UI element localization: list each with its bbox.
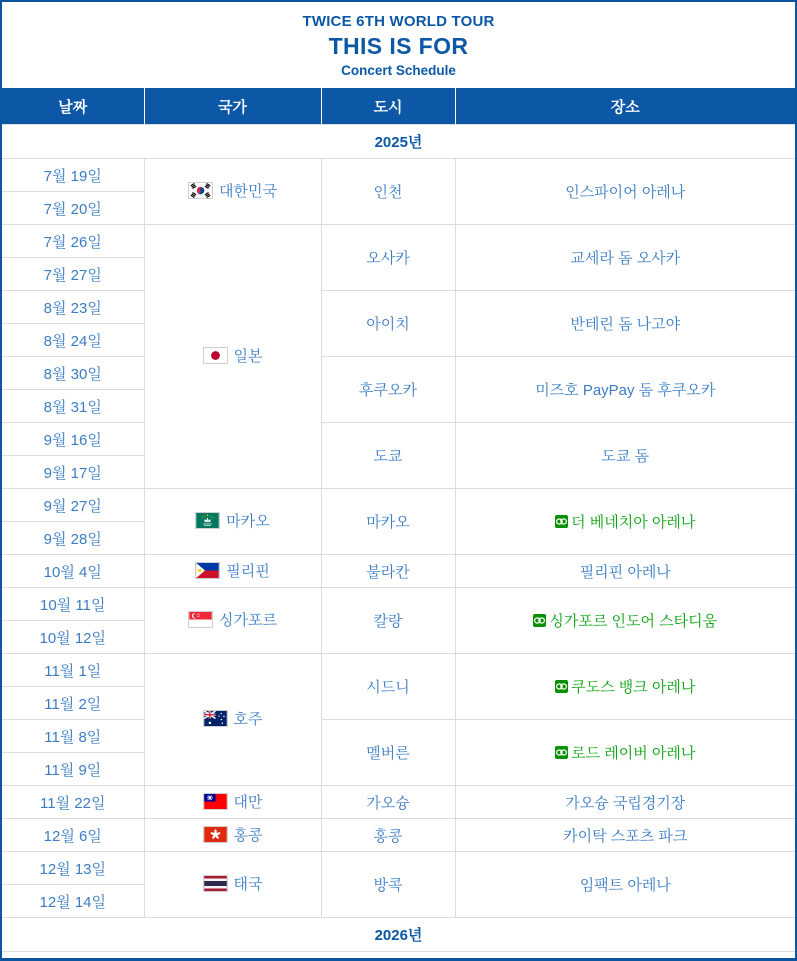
country-link[interactable]: [203, 873, 263, 894]
city-cell: [321, 555, 455, 588]
ph-flag-icon: [195, 562, 220, 579]
date-link[interactable]: 11월 8일: [44, 728, 102, 746]
country-cell: [144, 159, 321, 225]
country-cell: [144, 225, 321, 489]
country-label: 마카오: [226, 513, 270, 530]
country-label: 태국: [233, 876, 263, 893]
date-cell: [2, 258, 144, 291]
venue-cell: [455, 291, 795, 357]
mo-flag-icon: [195, 512, 220, 529]
date-cell: [2, 390, 144, 423]
date-link[interactable]: 11월 1일: [44, 662, 102, 680]
date-link[interactable]: 12월 13일: [39, 860, 107, 878]
date-cell: [2, 720, 144, 753]
city-cell: [321, 489, 455, 555]
country-cell: [144, 819, 321, 852]
country-link[interactable]: [188, 609, 277, 630]
external-link-icon: [555, 746, 568, 759]
city-cell: [321, 588, 455, 654]
city-link[interactable]: 가오슝: [366, 794, 410, 812]
country-cell: [144, 588, 321, 654]
date-link[interactable]: 9월 16일: [43, 431, 102, 449]
country-link[interactable]: [203, 824, 263, 845]
date-cell: [2, 885, 144, 918]
table-title-block: [2, 2, 795, 88]
city-link[interactable]: 마카오: [366, 514, 410, 531]
date-link[interactable]: 9월 28일: [43, 530, 102, 548]
country-link[interactable]: [195, 510, 269, 531]
city-cell: [321, 852, 455, 918]
schedule-row: [2, 819, 795, 852]
date-cell: [2, 192, 144, 225]
column-header-country: 국가: [144, 88, 321, 125]
country-label: 대만: [233, 793, 263, 811]
venue-link[interactable]: 교세라 돔 오사카: [570, 250, 681, 267]
venue-link[interactable]: 카이탁 스포츠 파크: [563, 827, 688, 845]
date-link[interactable]: 7월 27일: [43, 266, 102, 284]
country-label: 호주: [233, 711, 263, 728]
venue-link[interactable]: 필리핀 아레나: [579, 563, 671, 581]
venue-link[interactable]: 임팩트 아레나: [579, 877, 671, 894]
date-cell: [2, 225, 144, 258]
external-link-icon: [533, 614, 546, 627]
date-cell: [2, 786, 144, 819]
venue-cell: [455, 225, 795, 291]
external-link-icon: [555, 680, 568, 693]
city-link[interactable]: 오사카: [366, 250, 410, 267]
venue-cell: [455, 555, 795, 588]
date-link[interactable]: 11월 2일: [44, 695, 102, 713]
schedule-row: [2, 423, 795, 456]
country-cell: [144, 555, 321, 588]
city-cell: [321, 654, 455, 720]
date-link[interactable]: 12월 6일: [43, 827, 102, 845]
city-link[interactable]: 멜버른: [366, 745, 410, 762]
album-title: THIS IS FOR: [328, 32, 469, 59]
schedule-table: [2, 88, 795, 952]
city-link[interactable]: 인천: [373, 184, 403, 201]
date-cell: [2, 852, 144, 885]
date-link[interactable]: 11월 9일: [44, 761, 102, 779]
venue-cell: [455, 489, 795, 555]
city-link[interactable]: 칼랑: [373, 613, 403, 630]
date-cell: [2, 291, 144, 324]
schedule-row: [2, 291, 795, 324]
schedule-row: [2, 852, 795, 885]
date-cell: [2, 588, 144, 621]
city-link[interactable]: 후쿠오카: [359, 382, 417, 399]
venue-cell: [455, 720, 795, 786]
city-link[interactable]: 방콕: [373, 877, 403, 894]
venue-cell: [455, 588, 795, 654]
date-link[interactable]: 12월 14일: [39, 893, 107, 911]
date-link[interactable]: 10월 12일: [39, 629, 107, 647]
venue-cell: [455, 654, 795, 720]
year-header-row: [2, 125, 795, 159]
country-label: 필리핀: [226, 562, 270, 580]
date-link[interactable]: 8월 30일: [43, 365, 102, 383]
country-label: 일본: [233, 348, 263, 365]
year-header: 2025년: [2, 125, 795, 159]
date-cell: [2, 357, 144, 390]
date-cell: [2, 654, 144, 687]
venue-label: 쿠도스 뱅크 아레나: [571, 679, 696, 696]
date-link[interactable]: 8월 31일: [43, 398, 102, 416]
sg-flag-icon: [188, 611, 213, 628]
au-flag-icon: [203, 710, 228, 727]
venue-link[interactable]: 도쿄 돔: [601, 448, 650, 465]
venue-cell: [455, 852, 795, 918]
schedule-row: [2, 588, 795, 621]
schedule-row: [2, 159, 795, 192]
city-cell: [321, 786, 455, 819]
venue-cell: [455, 423, 795, 489]
country-link[interactable]: [195, 560, 269, 581]
date-cell: [2, 753, 144, 786]
external-link-icon: [555, 515, 568, 528]
venue-external-link[interactable]: [555, 511, 695, 532]
country-cell: [144, 786, 321, 819]
date-link[interactable]: 8월 24일: [43, 332, 102, 350]
tour-name: TWICE 6TH WORLD TOUR: [302, 12, 495, 30]
country-label: 싱가포르: [219, 612, 277, 629]
venue-link[interactable]: 미즈호 PayPay 돔 후쿠오카: [535, 382, 716, 399]
venue-label: 더 베네치아 아레나: [571, 514, 696, 531]
schedule-row: [2, 357, 795, 390]
schedule-row: [2, 225, 795, 258]
venue-link[interactable]: 가오슝 국립경기장: [565, 794, 686, 812]
country-cell: [144, 852, 321, 918]
date-link[interactable]: 7월 26일: [43, 233, 102, 251]
th-flag-icon: [203, 875, 228, 892]
city-cell: [321, 819, 455, 852]
city-cell: [321, 423, 455, 489]
date-cell: [2, 555, 144, 588]
date-link[interactable]: 7월 20일: [43, 200, 102, 218]
city-cell: [321, 159, 455, 225]
date-link[interactable]: 11월 22일: [40, 794, 106, 812]
city-cell: [321, 720, 455, 786]
country-link[interactable]: [203, 708, 263, 729]
date-cell: [2, 159, 144, 192]
venue-cell: [455, 786, 795, 819]
hk-flag-icon: [203, 826, 228, 843]
date-cell: [2, 522, 144, 555]
country-label: 대한민국: [219, 183, 277, 200]
city-link[interactable]: 아이치: [366, 316, 410, 333]
tw-flag-icon: [203, 793, 228, 810]
venue-cell: [455, 159, 795, 225]
date-link[interactable]: 7월 19일: [43, 167, 102, 185]
country-link[interactable]: [203, 791, 263, 812]
year-header: 2026년: [2, 918, 795, 952]
city-link[interactable]: 시드니: [366, 679, 410, 696]
schedule-row: [2, 654, 795, 687]
country-link[interactable]: [188, 180, 277, 201]
date-cell: [2, 819, 144, 852]
date-link[interactable]: 10월 4일: [43, 563, 102, 581]
country-label: 홍콩: [233, 826, 263, 844]
venue-external-link[interactable]: [555, 676, 695, 697]
date-cell: [2, 324, 144, 357]
date-link[interactable]: 9월 17일: [43, 464, 102, 482]
date-cell: [2, 621, 144, 654]
venue-label: 로드 레이버 아레나: [571, 745, 696, 762]
city-link[interactable]: 도쿄: [373, 448, 403, 465]
date-link[interactable]: 10월 11일: [40, 596, 106, 614]
venue-cell: [455, 357, 795, 423]
city-cell: [321, 357, 455, 423]
year-header-row: [2, 918, 795, 952]
subtitle: Concert Schedule: [341, 62, 456, 78]
city-cell: [321, 291, 455, 357]
column-header-venue: 장소: [455, 88, 795, 125]
country-cell: [144, 654, 321, 786]
kr-flag-icon: [188, 182, 213, 199]
country-link[interactable]: [203, 345, 263, 366]
date-cell: [2, 423, 144, 456]
schedule-row: [2, 555, 795, 588]
venue-link[interactable]: 반테린 돔 나고야: [570, 316, 681, 333]
date-cell: [2, 456, 144, 489]
country-cell: [144, 489, 321, 555]
date-cell: [2, 489, 144, 522]
venue-label: 싱가포르 인도어 스타디움: [549, 613, 718, 630]
city-link[interactable]: 홍콩: [373, 827, 403, 845]
date-cell: [2, 687, 144, 720]
venue-external-link[interactable]: [533, 610, 717, 631]
venue-external-link[interactable]: [555, 742, 695, 763]
column-header-row: [2, 88, 795, 125]
venue-cell: [455, 819, 795, 852]
schedule-row: [2, 489, 795, 522]
jp-flag-icon: [203, 347, 228, 364]
schedule-row: [2, 786, 795, 819]
city-link[interactable]: 불라칸: [366, 563, 410, 581]
venue-link[interactable]: 인스파이어 아레나: [565, 184, 686, 201]
date-link[interactable]: 8월 23일: [43, 299, 102, 317]
city-cell: [321, 225, 455, 291]
date-link[interactable]: 9월 27일: [43, 497, 102, 515]
column-header-city: 도시: [321, 88, 455, 125]
column-header-date: 날짜: [2, 88, 144, 125]
schedule-row: [2, 720, 795, 753]
